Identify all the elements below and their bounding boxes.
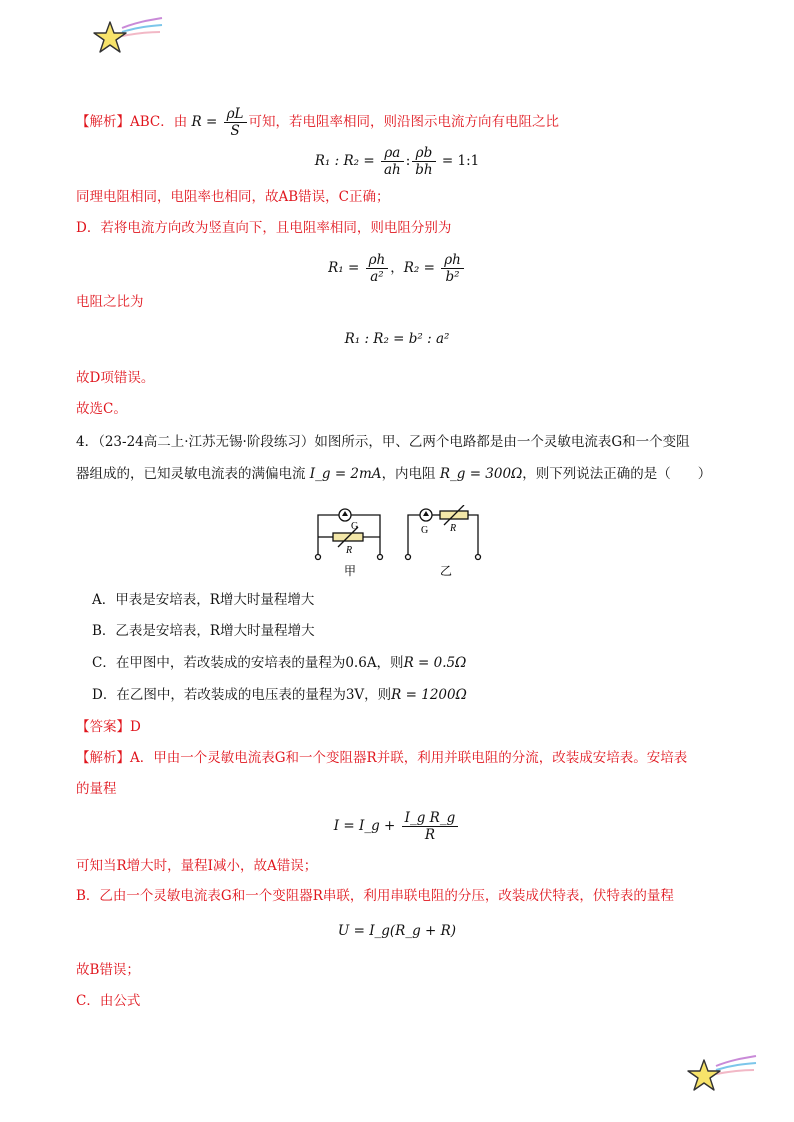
label-g-yi: G xyxy=(421,525,429,536)
formula-fraction: $\frac{\rho L}{S}$ xyxy=(224,106,247,139)
equation-ratio-1: R₁ : R₂ = $\frac{\rho a}{ah}$ : $\frac{\rho b}{bh}$ = 1:1 xyxy=(314,145,480,178)
analysis-tag: 【解析】 xyxy=(76,114,130,130)
analysis2-line-6: C．由公式 xyxy=(76,993,141,1009)
star-icon xyxy=(686,1052,758,1098)
equation-ratio-2: R₁ : R₂ = b² : a² xyxy=(344,331,450,347)
text-line-ratio: 电阻之比为 xyxy=(76,294,144,310)
label-r-jia: R xyxy=(346,545,353,556)
answer-line: 【答案】D xyxy=(76,719,141,735)
option-a: A．甲表是安培表，R增大时量程增大 xyxy=(92,592,315,608)
analysis2-line-1: 【解析】A．甲由一个灵敏电流表G和一个变阻器R并联，利用并联电阻的分流，改装成安培表。安培表 xyxy=(76,750,688,766)
option-b: B．乙表是安培表，R增大时量程增大 xyxy=(92,623,315,639)
text-line-d-wrong: 故D项错误。 xyxy=(76,370,155,386)
analysis2-line-3: 可知当R增大时，量程I减小，故A错误； xyxy=(76,858,318,874)
analysis2-line-5: 故B错误； xyxy=(76,962,140,978)
equation-current: I = I_g + $\frac{\text{I\_g R\_g}}{R}$ xyxy=(0,810,794,843)
text-line-choose: 故选C。 xyxy=(76,401,127,417)
question-4-line-2: 器组成的，已知灵敏电流表的满偏电流 I_g = 2mA，内电阻 R_g = 300Ω，则下列说法正确的是（ ） xyxy=(76,466,712,482)
analysis2-line-2: 的量程 xyxy=(76,781,117,797)
star-icon xyxy=(92,14,164,60)
label-yi: 乙 xyxy=(440,564,453,578)
circuit-yi xyxy=(406,505,481,560)
analysis2-line-4: B．乙由一个灵敏电流表G和一个变阻器R串联，利用串联电阻的分压，改装成伏特表，伏特表的量程 xyxy=(76,888,674,904)
label-r-yi: R xyxy=(450,523,457,534)
circuit-diagram xyxy=(300,505,500,580)
label-jia: 甲 xyxy=(344,564,357,578)
option-d: D．在乙图中，若改装成的电压表的量程为3V，则R = 1200Ω xyxy=(92,687,467,703)
analysis-line-1: 【解析】ABC．由 R = $\frac{\rho L}{S}$ 可知，若电阻率相同，则沿图示电流方向有电阻之比 xyxy=(76,106,560,139)
equation-resistances: R₁ = $\frac{\rho h}{\text{a²}}$ ，R₂ = $\frac{\rho h}{\text{b²}}$ xyxy=(0,252,794,285)
option-c: C．在甲图中，若改装成的安培表的量程为0.6A，则R = 0.5Ω xyxy=(92,655,467,671)
text-line-ab: 同理电阻相同，电阻率也相同，故AB错误，C正确； xyxy=(76,189,390,205)
text-line-d: D．若将电流方向改为竖直向下，且电阻率相同，则电阻分别为 xyxy=(76,220,452,236)
question-4-line-1: 4．（23-24高二上·江苏无锡·阶段练习）如图所示，甲、乙两个电路都是由一个灵敏电流表G和一个变阻 xyxy=(76,434,690,450)
label-g-jia: G xyxy=(351,521,359,532)
equation-voltage: U = I_g(R_g + R) xyxy=(337,923,457,939)
